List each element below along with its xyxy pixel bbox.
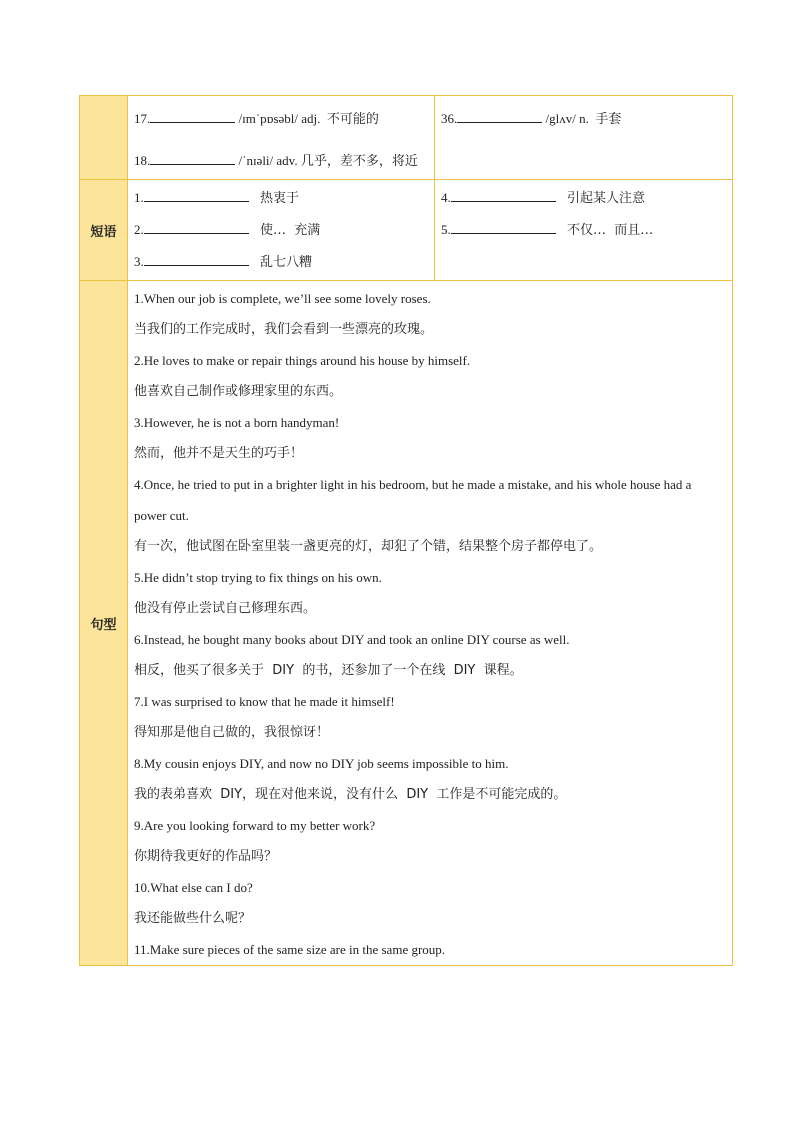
item-number: 18.: [134, 153, 151, 168]
sentence-english: 3.However, he is not a born handyman!: [134, 415, 340, 430]
phrase-meaning: 使… 充满: [260, 223, 321, 238]
sentence-english: 8.My cousin enjoys DIY, and now no DIY job seems impossible to him.: [134, 756, 509, 771]
answer-blank[interactable]: [144, 219, 249, 234]
item-number: 3.: [134, 254, 144, 269]
sentence-chinese: 我还能做些什么呢？: [134, 911, 252, 926]
phrases-left-cell: [128, 180, 435, 281]
item-phonetic: /ɪmˈpɒsəbl/ adj.: [238, 111, 321, 126]
item-phonetic: /glʌv/ n.: [545, 111, 589, 126]
phrase-meaning: 不仅… 而且…: [567, 223, 654, 238]
answer-blank[interactable]: [150, 150, 235, 165]
sentence-chinese: 相反，他买了很多关于 DIY 的书，还参加了一个在线 DIY 课程。: [134, 663, 523, 678]
sentence-english: 5.He didn’t stop trying to fix things on his own.: [134, 570, 382, 585]
sentence-english: 1.When our job is complete, we’ll see some lovely roses.: [134, 291, 431, 306]
sentence-item: [134, 345, 726, 407]
item-meaning: 几乎，差不多，将近: [300, 154, 418, 169]
vocab-item: [441, 103, 726, 135]
phrases-right-cell: [435, 180, 733, 281]
answer-blank[interactable]: [451, 187, 556, 202]
sentence-item: [134, 748, 726, 810]
phrase-item: [441, 182, 726, 214]
answer-blank[interactable]: [457, 108, 542, 123]
vocab-left-cell: [128, 96, 435, 180]
sentence-chinese: 有一次，他试图在卧室里装一盏更亮的灯，却犯了个错，结果整个房子都停电了。: [134, 539, 603, 554]
sentence-item: [134, 469, 726, 562]
vocab-item: [134, 145, 428, 177]
sentence-item: [134, 283, 726, 345]
vocab-label-cell: [80, 96, 128, 180]
item-number: 36.: [441, 111, 458, 126]
answer-blank[interactable]: [150, 108, 235, 123]
sentence-chinese: 得知那是他自己做的，我很惊讶！: [134, 725, 330, 740]
sentence-item: [134, 810, 726, 872]
study-table: [79, 95, 733, 966]
item-meaning: 手套: [595, 112, 622, 127]
sentence-chinese: 我的表弟喜欢 DIY，现在对他来说，没有什么 DIY 工作是不可能完成的。: [134, 787, 567, 802]
answer-blank[interactable]: [451, 219, 556, 234]
item-meaning: 不可能的: [326, 112, 379, 127]
item-number: 1.: [134, 190, 144, 205]
sentence-english: 4.Once, he tried to put in a brighter light in his bedroom, but he made a mistake, and his whole house had a power cut.: [134, 477, 692, 523]
sentence-item: [134, 934, 726, 965]
sentence-english: 11.Make sure pieces of the same size are in the same group.: [134, 942, 446, 957]
item-number: 2.: [134, 222, 144, 237]
sentence-english: 7.I was surprised to know that he made it himself!: [134, 694, 395, 709]
sentence-item: [134, 686, 726, 748]
sentence-english: 10.What else can I do?: [134, 880, 253, 895]
vocab-right-cell: [435, 96, 733, 180]
answer-blank[interactable]: [144, 187, 249, 202]
item-number: 17.: [134, 111, 151, 126]
sentence-item: [134, 562, 726, 624]
sentences-cell: [128, 281, 733, 966]
vocab-row: [80, 96, 733, 180]
phrase-item: [134, 214, 428, 246]
phrase-meaning: 引起某人注意: [567, 191, 646, 206]
sentence-item: [134, 624, 726, 686]
vocab-item: [134, 103, 428, 135]
answer-blank[interactable]: [144, 251, 249, 266]
item-number: 5.: [441, 222, 451, 237]
sentence-english: 2.He loves to make or repair things around his house by himself.: [134, 353, 471, 368]
sentence-item: [134, 872, 726, 934]
item-number: 4.: [441, 190, 451, 205]
phrase-item: [134, 246, 428, 278]
sentence-english: 6.Instead, he bought many books about DIY and took an online DIY course as well.: [134, 632, 570, 647]
phrase-meaning: 乱七八糟: [260, 255, 313, 270]
phrases-row: [80, 180, 733, 281]
sentence-chinese: 当我们的工作完成时，我们会看到一些漂亮的玫瑰。: [134, 322, 434, 337]
sentences-row: [80, 281, 733, 966]
phrase-item: [134, 182, 428, 214]
sentence-chinese: 他没有停止尝试自己修理东西。: [134, 601, 317, 616]
sentence-chinese: 你期待我更好的作品吗？: [134, 849, 278, 864]
sentences-label: 句型: [80, 281, 128, 966]
sentence-chinese: 然而，他并不是天生的巧手！: [134, 446, 304, 461]
item-phonetic: /ˈnɪəli/ adv.: [238, 153, 298, 168]
sentence-chinese: 他喜欢自己制作或修理家里的东西。: [134, 384, 343, 399]
phrases-label: 短语: [80, 180, 128, 281]
phrase-meaning: 热衷于: [260, 191, 300, 206]
sentence-item: [134, 407, 726, 469]
sentence-english: 9.Are you looking forward to my better work?: [134, 818, 376, 833]
phrase-item: [441, 214, 726, 246]
